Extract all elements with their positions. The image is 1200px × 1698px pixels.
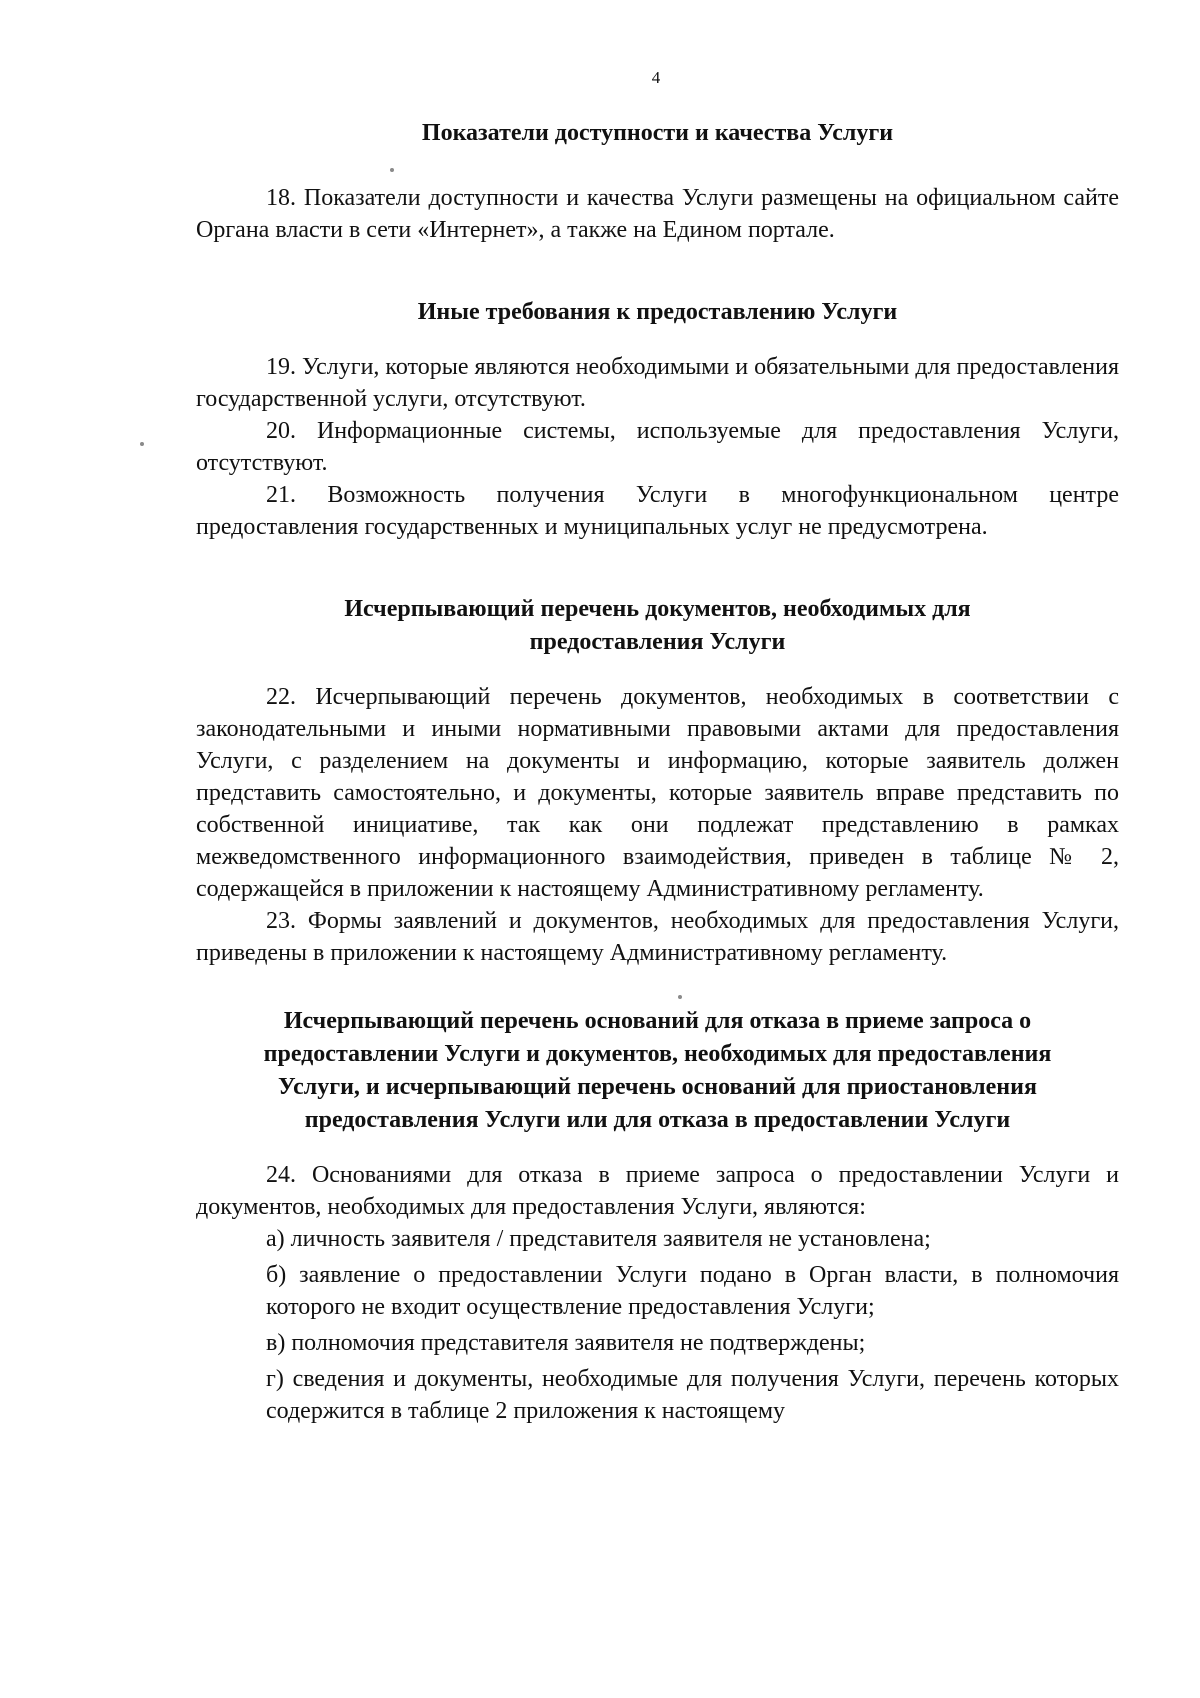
heading-line: Услуги, и исчерпывающий перечень оснований для приостановления [278, 1074, 1037, 1100]
paragraph-23: 23. Формы заявлений и документов, необходимых для предоставления Услуги, приведены в приложении к настоящему Административному регламенту. [196, 908, 1119, 966]
heading-line: предоставления Услуги [529, 629, 786, 655]
heading-line: Исчерпывающий перечень оснований для отказа в приеме запроса о [283, 1008, 1032, 1034]
section-heading-documents-list [196, 593, 1119, 659]
scan-speck [140, 442, 144, 446]
list-item-v: в) полномочия представителя заявителя не подтверждены; [266, 1330, 866, 1356]
paragraph-24: 24. Основаниями для отказа в приеме запроса о предоставлении Услуги и документов, необходимых для предоставления Услуги, являются: [196, 1162, 1119, 1220]
scan-speck [390, 168, 394, 172]
section-heading-availability: Показатели доступности и качества Услуги [421, 120, 894, 146]
heading-line: Исчерпывающий перечень документов, необходимых для [344, 596, 971, 622]
scan-speck [678, 995, 682, 999]
paragraph-19: 19. Услуги, которые являются необходимыми и обязательными для предоставления государственной услуги, отсутствуют. [196, 354, 1119, 412]
paragraph-22: 22. Исчерпывающий перечень документов, необходимых в соответствии с законодательными и иными нормативными правовыми актами для предоставления Услуги, с разделением на документы и информацию, которые заявитель должен представить самостоятельно, и документы, которые заявитель вправе представить по собственной инициативе, так как они подлежат представлению в рамках межведомственного информационного взаимодействия, приведен в таблице № 2, содержащейся в приложении к настоящему Административному регламенту. [196, 684, 1119, 902]
document-body [196, 112, 1119, 1427]
section-heading-refusal-grounds [196, 1005, 1119, 1137]
paragraph-18: 18. Показатели доступности и качества Услуги размещены на официальном сайте Органа власти в сети «Интернет», а также на Едином портале. [196, 185, 1119, 243]
list-item-b: б) заявление о предоставлении Услуги подано в Орган власти, в полномочия которого не входит осуществление предоставления Услуги; [266, 1262, 1119, 1320]
paragraph-20: 20. Информационные системы, используемые для предоставления Услуги, отсутствуют. [196, 418, 1119, 476]
list-item-a: а) личность заявителя / представителя заявителя не установлена; [266, 1226, 931, 1252]
paragraph-21: 21. Возможность получения Услуги в многофункциональном центре предоставления государственных и муниципальных услуг не предусмотрена. [196, 482, 1119, 540]
list-item-g: г) сведения и документы, необходимые для получения Услуги, перечень которых содержится в таблице 2 приложения к настоящему [266, 1366, 1119, 1424]
heading-line: предоставлении Услуги и документов, необходимых для предоставления [263, 1041, 1052, 1067]
section-heading-other-requirements: Иные требования к предоставлению Услуги [417, 299, 898, 325]
heading-line: предоставления Услуги или для отказа в предоставлении Услуги [304, 1107, 1011, 1133]
page-number: 4 [651, 68, 661, 87]
